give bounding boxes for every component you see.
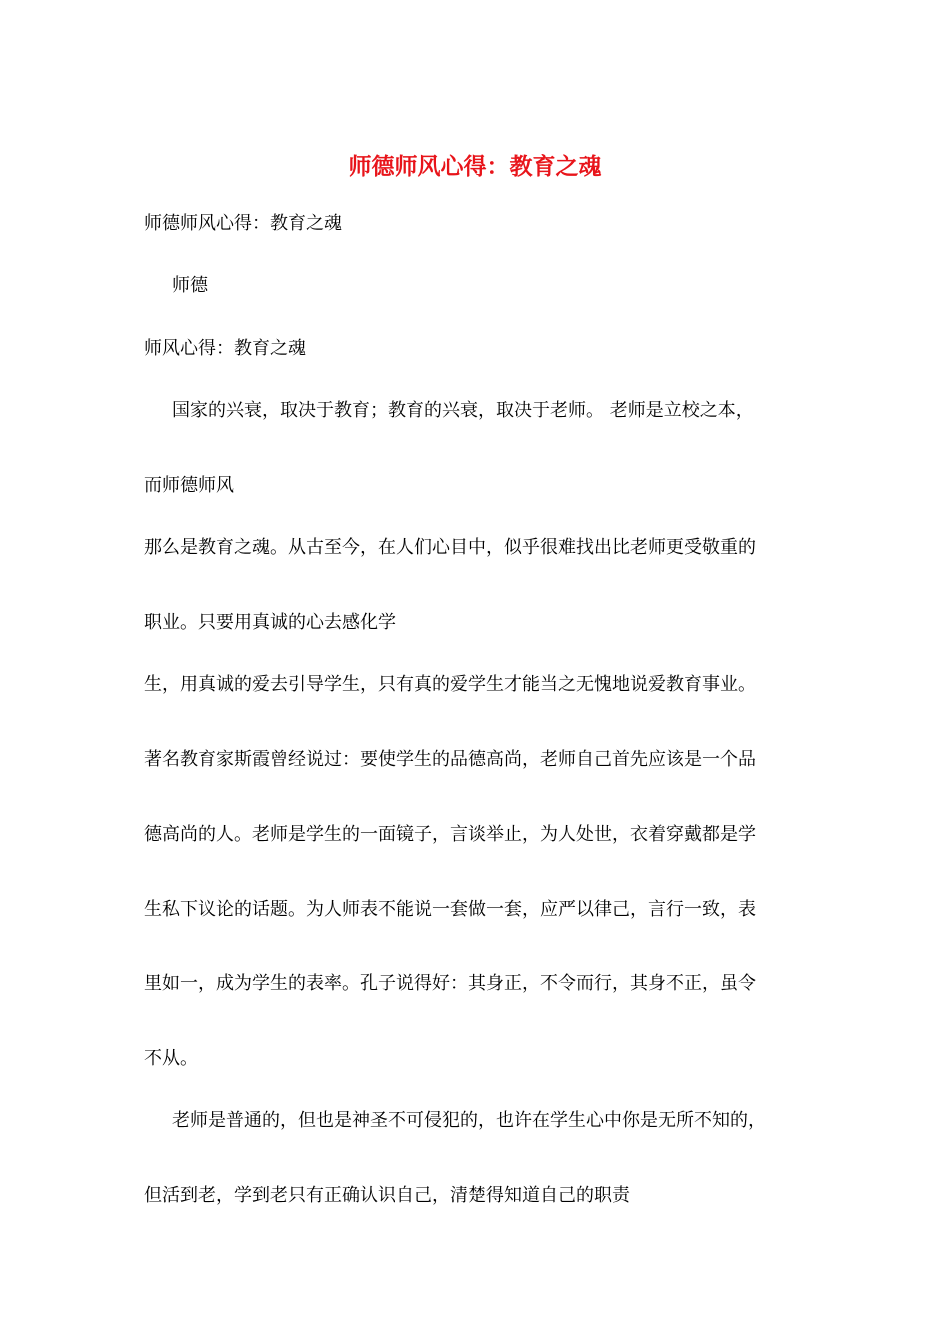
text-line: 职业。只要用真诚的心去感化学	[144, 612, 396, 633]
text-line: 著名教育家斯霞曾经说过：要使学生的品德高尚，老师自己首先应该是一个品	[144, 749, 756, 770]
text-line: 师德师风心得：教育之魂	[144, 213, 342, 234]
text-line: 那么是教育之魂。从古至今，在人们心目中，似乎很难找出比老师更受敬重的	[144, 537, 756, 558]
text-line: 里如一，成为学生的表率。孔子说得好：其身正，不令而行，其身不正，虽令	[144, 973, 756, 994]
text-line: 国家的兴衰，取决于教育；教育的兴衰，取决于老师。 老师是立校之本，	[172, 400, 754, 421]
text-line: 师风心得：教育之魂	[144, 338, 306, 359]
document-title: 师德师风心得：教育之魂	[348, 153, 602, 180]
text-line: 而师德师风	[144, 475, 234, 496]
text-line: 但活到老，学到老只有正确认识自己，清楚得知道自己的职责	[144, 1185, 630, 1206]
text-line: 不从。	[144, 1048, 198, 1069]
text-line: 德高尚的人。老师是学生的一面镜子，言谈举止，为人处世，衣着穿戴都是学	[144, 824, 756, 845]
text-line: 老师是普通的，但也是神圣不可侵犯的，也许在学生心中你是无所不知的，	[172, 1110, 766, 1131]
text-line: 生私下议论的话题。为人师表不能说一套做一套，应严以律己，言行一致，表	[144, 899, 756, 920]
text-line: 师德	[172, 275, 208, 296]
text-line: 生，用真诚的爱去引导学生，只有真的爱学生才能当之无愧地说爱教育事业。	[144, 674, 756, 695]
